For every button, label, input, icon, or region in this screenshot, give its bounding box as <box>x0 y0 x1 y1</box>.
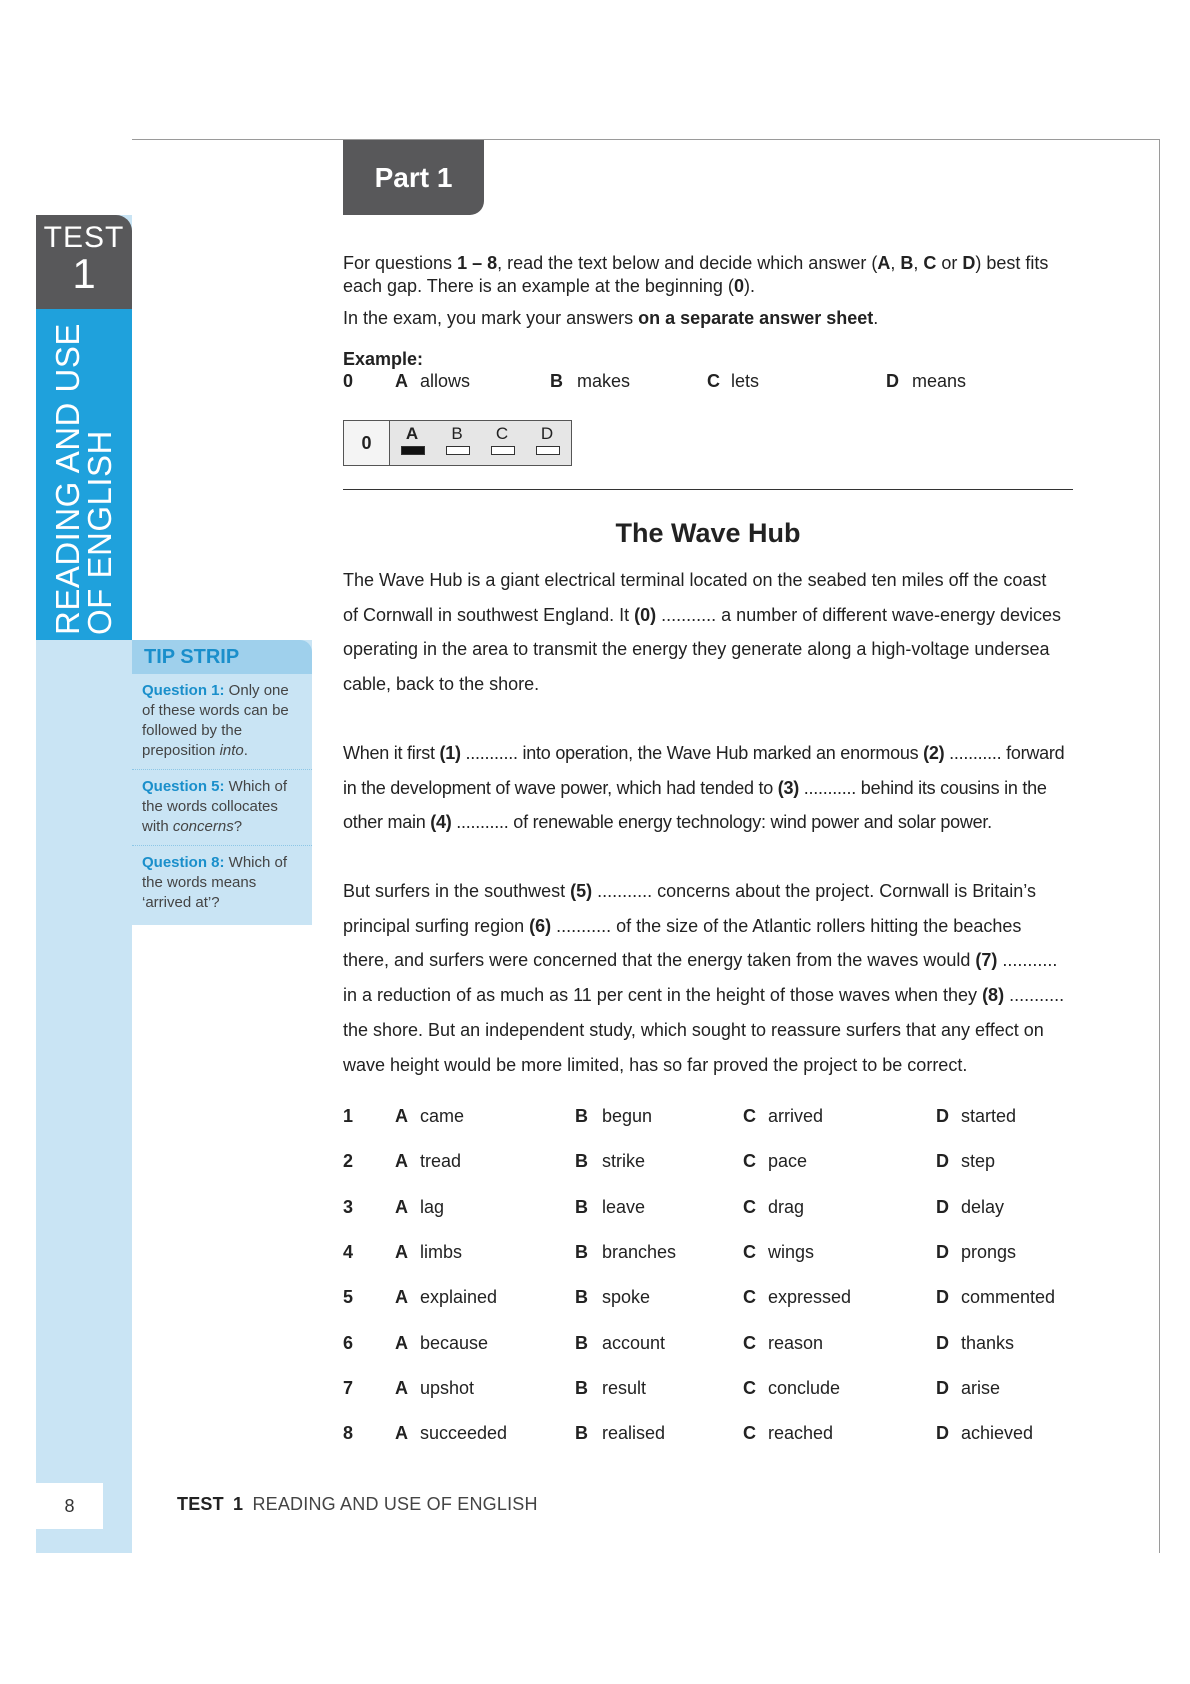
question-number: 7 <box>343 1377 354 1398</box>
option-letter: D <box>936 1241 949 1262</box>
option-word: means <box>912 371 967 391</box>
option-word-d[interactable]: step <box>961 1151 996 1172</box>
option-word-d[interactable]: achieved <box>961 1423 1034 1444</box>
question-number: 1 <box>343 1106 354 1126</box>
option-word-d[interactable]: thanks <box>961 1332 1015 1353</box>
question-row <box>343 1197 1073 1225</box>
text-line: operating in the area to transmit the energy they generate along a high-voltage undersea <box>343 639 1050 660</box>
option-letter: A <box>395 1423 408 1444</box>
option-letter: B <box>575 1196 588 1217</box>
text-line: When it first (1) ........... into operation, the Wave Hub marked an enormous (2) ........... forward <box>343 743 1065 763</box>
question-row <box>343 1151 1073 1179</box>
text-line: in a reduction of as much as 11 per cent in the height of those waves when they (8) ........... <box>343 985 1065 1006</box>
footer-section: READING AND USE OF ENGLISH <box>252 1494 538 1514</box>
option-letter: C <box>743 1151 756 1172</box>
text-line: principal surfing region (6) ........... of the size of the Atlantic rollers hitting the beaches <box>343 915 1022 936</box>
answer-box-number: 0 <box>344 421 390 465</box>
option-word: allows <box>420 371 471 391</box>
answer-cell-label: A <box>405 424 419 443</box>
example-options <box>343 371 1073 399</box>
tip-question-label: Question 8: <box>142 854 225 871</box>
article-paragraph-3 <box>343 874 1073 1082</box>
option-letter: B <box>575 1106 588 1126</box>
tip-strip <box>132 640 312 925</box>
option-word-a[interactable]: succeeded <box>420 1423 508 1444</box>
option-word: lets <box>731 371 760 391</box>
question-row <box>343 1333 1073 1361</box>
option-letter: B <box>575 1287 588 1308</box>
question-row <box>343 1423 1073 1451</box>
test-tab-label: TEST <box>43 221 125 254</box>
instructions-line-2: In the exam, you mark your answers on a separate answer sheet. <box>343 308 879 328</box>
option-word-a[interactable]: because <box>420 1332 489 1353</box>
option-word-c[interactable]: wings <box>768 1241 815 1262</box>
question-number: 5 <box>343 1287 354 1308</box>
example-label: Example: <box>343 349 424 369</box>
option-word-c[interactable]: reason <box>768 1332 824 1353</box>
question-row <box>343 1378 1073 1406</box>
option-letter: C <box>707 371 720 391</box>
option-word-c[interactable]: reached <box>768 1423 834 1444</box>
tip-strip-heading: TIP STRIP <box>132 640 312 674</box>
page-footer <box>177 1494 538 1515</box>
option-letter: B <box>575 1423 588 1444</box>
option-word-a[interactable]: lag <box>420 1196 445 1217</box>
option-word-a[interactable]: limbs <box>420 1241 463 1262</box>
option-letter: C <box>743 1106 756 1126</box>
option-word-d[interactable]: prongs <box>961 1241 1017 1262</box>
option-letter: A <box>395 1241 408 1262</box>
text-line: other main (4) ........... of renewable energy technology: wind power and solar power. <box>343 812 992 833</box>
footer-test-number: 1 <box>233 1494 244 1514</box>
article-paragraph-2 <box>343 736 1073 840</box>
option-word-a[interactable]: explained <box>420 1287 498 1308</box>
option-letter: D <box>886 371 899 391</box>
text-line: the shore. But an independent study, which sought to reassure surfers that any effect on <box>343 1019 1044 1040</box>
option-word-d[interactable]: arise <box>961 1377 1001 1398</box>
text-line: cable, back to the shore. <box>343 674 540 695</box>
option-letter: A <box>395 1196 408 1217</box>
tip-emphasis: into <box>219 742 244 759</box>
section-title: READING AND USE OF ENGLISH <box>49 323 118 635</box>
answer-mark-empty <box>446 446 470 455</box>
option-word: makes <box>577 371 631 391</box>
tip-question-label: Question 5: <box>142 778 225 795</box>
question-number: 6 <box>343 1332 354 1353</box>
option-letter: A <box>395 1151 408 1172</box>
test-tab <box>36 215 132 309</box>
option-word-d[interactable]: delay <box>961 1196 1005 1217</box>
answer-cell-label: C <box>495 424 509 443</box>
example-answer-box <box>343 420 572 466</box>
answer-cell-a[interactable] <box>390 421 434 465</box>
option-letter: C <box>743 1287 756 1308</box>
article-title: The Wave Hub <box>615 518 801 548</box>
option-word-b[interactable]: branches <box>602 1241 677 1262</box>
divider <box>343 489 1073 490</box>
question-row <box>343 1242 1073 1270</box>
option-letter: D <box>936 1196 949 1217</box>
text-line: in the development of wave power, which had tended to (3) ........... behind its cousins in the <box>343 777 1047 798</box>
option-letter: A <box>395 1332 408 1353</box>
option-letter: C <box>743 1332 756 1353</box>
option-letter: A <box>395 1377 408 1398</box>
option-word-a[interactable]: came <box>420 1106 465 1126</box>
answer-mark-empty <box>536 446 560 455</box>
option-letter: D <box>936 1106 949 1126</box>
question-row <box>343 1287 1073 1315</box>
answer-mark-empty <box>491 446 515 455</box>
option-word-b[interactable]: account <box>602 1332 666 1353</box>
option-letter: D <box>936 1287 949 1308</box>
example-number: 0 <box>343 371 354 391</box>
page-number: 8 <box>36 1483 103 1529</box>
tip-item <box>132 674 312 770</box>
option-word-c[interactable]: conclude <box>768 1377 841 1398</box>
option-word-a[interactable]: upshot <box>420 1377 475 1398</box>
text-line: The Wave Hub is a giant electrical terminal located on the seabed ten miles off the coast <box>343 570 1047 590</box>
tip-text-end: ? <box>233 818 243 835</box>
page-frame-top <box>36 139 1160 140</box>
option-letter: A <box>395 371 408 391</box>
option-word-c[interactable]: expressed <box>768 1287 852 1308</box>
option-letter: B <box>575 1377 588 1398</box>
answer-cell-b[interactable] <box>435 421 479 465</box>
tip-item <box>132 770 312 846</box>
question-number: 3 <box>343 1196 354 1217</box>
tip-text: Which of the words collocates with <box>142 778 288 835</box>
section-band <box>36 309 132 640</box>
option-letter: A <box>395 1106 408 1126</box>
option-letter: D <box>936 1377 949 1398</box>
question-number: 8 <box>343 1423 354 1444</box>
answer-cell-label: D <box>540 424 554 443</box>
test-tab-number: 1 <box>72 250 96 297</box>
tip-text: Only one of these words can be followed by the preposition <box>142 682 289 759</box>
tip-item <box>132 846 312 925</box>
option-word-b[interactable]: result <box>602 1377 647 1398</box>
question-number: 2 <box>343 1151 354 1172</box>
option-letter: C <box>743 1241 756 1262</box>
option-word-b[interactable]: begun <box>602 1106 653 1126</box>
option-letter: B <box>575 1332 588 1353</box>
tip-text-end: . <box>243 742 248 759</box>
page-frame-right <box>1159 139 1160 1553</box>
option-word-d[interactable]: commented <box>961 1287 1056 1308</box>
option-letter: B <box>575 1241 588 1262</box>
option-letter: D <box>936 1423 949 1444</box>
question-row <box>343 1106 1073 1134</box>
tip-text: Which of the words means ‘arrived at’? <box>142 854 288 911</box>
option-letter: C <box>743 1423 756 1444</box>
option-word-b[interactable]: leave <box>602 1196 646 1217</box>
option-letter: A <box>395 1287 408 1308</box>
instructions-line-1: For questions 1 – 8, read the text below and decide which answer (A, B, C or D) best fits each gap. There is an example at the beginning (0). <box>343 253 1049 296</box>
option-word-b[interactable]: strike <box>602 1151 646 1172</box>
answer-cell-d[interactable] <box>525 421 569 465</box>
text-line: of Cornwall in southwest England. It (0) ........... a number of different wave-energy devices <box>343 604 1062 625</box>
answer-cell-label: B <box>451 424 463 443</box>
option-word-d[interactable]: started <box>961 1106 1017 1126</box>
option-word-a[interactable]: tread <box>420 1151 462 1172</box>
answer-mark-filled <box>401 446 425 455</box>
option-word-c[interactable]: drag <box>768 1196 805 1217</box>
option-word-b[interactable]: spoke <box>602 1287 651 1308</box>
article-paragraph-1 <box>343 563 1073 702</box>
text-line: there, and surfers were concerned that the energy taken from the waves would (7) ........... <box>343 950 1058 971</box>
text-line: But surfers in the southwest (5) ........... concerns about the project. Cornwall is Britain’s <box>343 881 1036 901</box>
option-word-c[interactable]: pace <box>768 1151 808 1172</box>
option-letter: D <box>936 1332 949 1353</box>
option-letter: C <box>743 1377 756 1398</box>
option-word-c[interactable]: arrived <box>768 1106 824 1126</box>
tip-question-label: Question 1: <box>142 682 225 699</box>
option-letter: B <box>575 1151 588 1172</box>
option-letter: D <box>936 1151 949 1172</box>
tip-emphasis: concerns <box>172 818 234 835</box>
option-word-b[interactable]: realised <box>602 1423 666 1444</box>
footer-test: TEST <box>177 1494 224 1514</box>
option-letter: B <box>550 371 563 391</box>
text-line: wave height would be more limited, has so far proved the project to be correct. <box>343 1054 968 1075</box>
answer-cell-c[interactable] <box>480 421 524 465</box>
option-letter: C <box>743 1196 756 1217</box>
question-number: 4 <box>343 1241 354 1262</box>
left-margin-gap <box>36 139 132 215</box>
part-tab: Part 1 <box>343 140 484 215</box>
